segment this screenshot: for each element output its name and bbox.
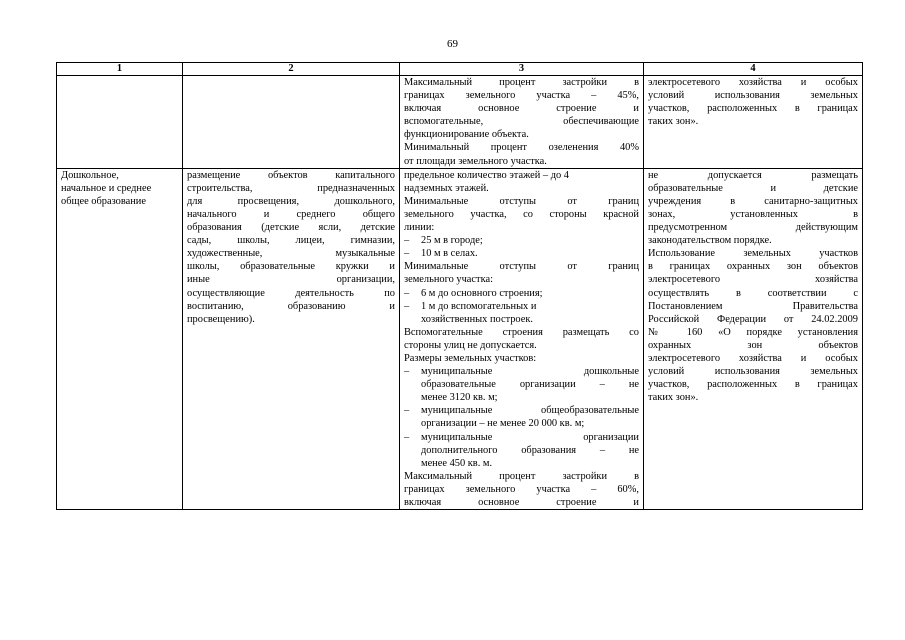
text-line: Размеры земельных участков: [404, 352, 537, 364]
text-line: законодательством порядке. [648, 235, 772, 247]
list-item-text: 10 м в селах. [421, 248, 478, 260]
text-line: менее 3120 кв. м; [421, 392, 498, 404]
column-header: 3 [400, 63, 644, 76]
text-line: надземных этажей. [404, 182, 489, 194]
text-line: для просвещения, дошкольного, [187, 195, 395, 207]
text-line: вспомогательные, обеспечивающие [404, 116, 639, 128]
text-line: дополнительного образования – не [421, 444, 639, 456]
text-line: в границах охранных зон объектов [648, 261, 858, 273]
cell-restrictions [644, 76, 863, 169]
text-line: школы, образовательные кружки и [187, 261, 395, 273]
regulations-table [56, 62, 863, 510]
text-line: осуществляющие деятельность по [187, 287, 395, 299]
text-line: муниципальные организации [421, 431, 639, 443]
text-line: включая основное строение и [404, 103, 639, 115]
text-line: границах земельного участка – 60%, [404, 483, 639, 495]
cell-use-type [57, 168, 183, 509]
text-line: менее 450 кв. м. [421, 457, 493, 469]
text-line: зонах, установленных в [648, 208, 858, 220]
list-item [404, 431, 639, 470]
text-line: Минимальные отступы от границ [404, 261, 639, 273]
list-item [404, 365, 639, 404]
cell-use-description [183, 168, 400, 509]
dash-bullet: – [404, 431, 410, 443]
list-item-text: 6 м до основного строения; [421, 287, 543, 299]
text-line: участков, расположенных в границах [648, 379, 858, 391]
list-item [404, 247, 639, 260]
text-line: электросетевого хозяйства и особых [648, 352, 858, 364]
text-line: сады, школы, лицеи, гимназии, [187, 235, 395, 247]
text-line: Российской Федерации от 24.02.2009 [648, 313, 858, 325]
text-line: условий использования земельных [648, 90, 858, 102]
list-item-text [421, 365, 639, 404]
text-line: начальное и среднее [61, 182, 152, 194]
cell-empty [57, 76, 183, 169]
cell-restrictions [644, 168, 863, 509]
text-line: включая основное строение и [404, 497, 639, 508]
text-line: строительства, предназначенных [187, 182, 395, 194]
text-line: иные организации, [187, 274, 395, 286]
text-line: функционирование объекта. [404, 129, 529, 141]
column-header: 2 [183, 63, 400, 76]
page-number: 69 [447, 38, 458, 50]
text-line: не допускается размещать [648, 169, 858, 181]
list-item [404, 287, 639, 300]
table-row-continuation [57, 76, 863, 169]
table-row-education [57, 168, 863, 509]
text-line: земельного участка, со стороны красной [404, 208, 639, 220]
text-line: осуществлять в соответствии с [648, 287, 858, 299]
text-line: начального и среднего общего [187, 208, 395, 220]
text-line: Минимальные отступы от границ [404, 195, 639, 207]
dash-bullet: – [404, 366, 410, 378]
dash-bullet: – [404, 300, 410, 312]
text-line: муниципальные общеобразовательные [421, 405, 639, 417]
text-line: таких зон». [648, 116, 699, 128]
text-line: воспитанию, образованию и [187, 300, 395, 312]
text-line: Максимальный процент застройки в [404, 77, 639, 88]
list-item-text [421, 431, 639, 470]
text-line: линии: [404, 222, 435, 234]
text-line: № 160 «О порядке установления [648, 326, 858, 338]
text-line: Максимальный процент застройки в [404, 470, 639, 482]
text-line: стороны улиц не допускается. [404, 339, 537, 351]
text-line: организации – не менее 20 000 кв. м; [421, 418, 585, 430]
text-line: размещение объектов капитального [187, 169, 395, 181]
text-line: таких зон». [648, 392, 699, 404]
text-line: 1 м до вспомогательных и [421, 300, 537, 312]
text-line: границах земельного участка – 45%, [404, 90, 639, 102]
text-line: Минимальный процент озеленения 40% [404, 142, 639, 154]
list-item [404, 300, 639, 326]
text-line: просвещению). [187, 313, 255, 325]
text-line: образовательные организации – не [421, 379, 639, 391]
dash-bullet: – [404, 287, 410, 299]
cell-empty [183, 76, 400, 169]
column-header: 1 [57, 63, 183, 76]
dash-bullet: – [404, 405, 410, 417]
text-line: земельного участка: [404, 274, 493, 286]
text-line: учреждения в санитарно-защитных [648, 195, 858, 207]
text-line: от площади земельного участка. [404, 155, 547, 167]
cell-parameters [400, 76, 644, 169]
text-line: условий использования земельных [648, 366, 858, 378]
text-line: муниципальные дошкольные [421, 366, 639, 378]
list-item-text: 25 м в городе; [421, 235, 483, 247]
text-line: Использование земельных участков [648, 248, 858, 260]
dash-bullet: – [404, 248, 410, 260]
text-line: хозяйственных построек. [421, 313, 534, 325]
text-line: Постановлением Правительства [648, 300, 858, 312]
text-line: Дошкольное, [61, 169, 119, 181]
text-line: образования (детские ясли, детские [187, 222, 395, 234]
text-line: электросетевого хозяйства [648, 274, 858, 286]
cell-parameters [400, 168, 644, 509]
text-line: предусмотренном действующим [648, 222, 858, 234]
text-line: предельное количество этажей – до 4 [404, 169, 569, 181]
table-header-row [57, 63, 863, 76]
dash-bullet: – [404, 235, 410, 247]
text-line: образовательные и детские [648, 182, 858, 194]
text-line: художественные, музыкальные [187, 248, 395, 260]
list-item-text [421, 404, 639, 430]
text-line: охранных зон объектов [648, 339, 858, 351]
column-header: 4 [644, 63, 863, 76]
text-line: Вспомогательные строения размещать со [404, 326, 639, 338]
text-line: участков, расположенных в границах [648, 103, 858, 115]
list-item [404, 234, 639, 247]
list-item-text [421, 300, 639, 326]
list-item [404, 404, 639, 430]
text-line: электросетевого хозяйства и особых [648, 77, 858, 88]
text-line: общее образование [61, 195, 146, 207]
